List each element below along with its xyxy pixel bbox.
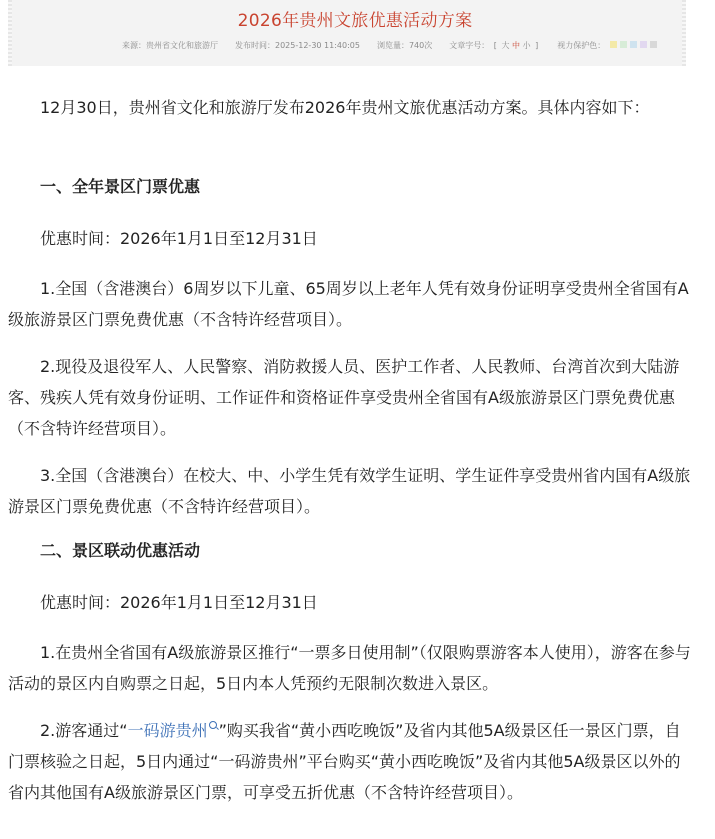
views-label: 浏览量： [376, 40, 409, 50]
eye-color-swatch-4[interactable] [640, 41, 647, 48]
section1-time: 优惠时间：2026年1月1日至12月31日 [40, 229, 318, 248]
meta-eye-protect [557, 40, 657, 51]
publish-value: 2025-12-30 11:40:05 [275, 40, 360, 50]
section2-item1: 1.在贵州全省国有A级旅游景区推行“一票多日使用制”（仅限购票游客本人使用），游客在参与活动的景区内自购票之日起，5日内本人凭预约无限制次数进入景区。 [8, 643, 691, 693]
source-value: 贵州省文化和旅游厅 [146, 40, 218, 50]
section2-heading: 二、景区联动优惠活动 [40, 541, 201, 560]
yimayou-link[interactable]: 一码游贵州 [127, 721, 208, 740]
article-meta [122, 38, 674, 52]
source-label: 来源： [122, 40, 146, 50]
eye-protect-label: 视力保护色： [557, 40, 606, 50]
eye-color-swatch-1[interactable] [610, 41, 617, 48]
publish-label: 发布时间： [235, 40, 275, 50]
section2-item2 [8, 715, 694, 808]
section2-item2-rest: ”购买我省“黄小西吃晚饭”及省内其他5A级景区任一景区门票，自门票核验之日起，5日内通过“一码游贵州”平台购买“黄小西吃晚饭”及省内其他5A级景区以外的省内其他国有A级旅游景区门票，可享受五折优惠（不含特许经营项目）。 [8, 721, 681, 802]
font-size-medium-button[interactable]: 中 [512, 40, 521, 50]
article-header [8, 0, 686, 66]
meta-publish-time [235, 40, 360, 51]
section1-item1: 1.全国（含港澳台）6周岁以下儿童、65周岁以上老年人凭有效身份证明享受贵州全省国有A级旅游景区门票免费优惠（不含特许经营项目）。 [8, 279, 689, 329]
search-icon[interactable] [209, 721, 217, 729]
section1-item3: 3.全国（含港澳台）在校大、中、小学生凭有效学生证明、学生证件享受贵州省内国有A级旅游景区门票免费优惠（不含特许经营项目）。 [8, 466, 691, 516]
eye-color-swatch-2[interactable] [620, 41, 627, 48]
article-title: 2026年贵州文旅优惠活动方案 [237, 11, 473, 31]
intro-paragraph: 12月30日，贵州省文化和旅游厅发布2026年贵州文旅优惠活动方案。具体内容如下： [40, 98, 650, 117]
eye-color-swatch-3[interactable] [630, 41, 637, 48]
font-size-label: 文章字号： [449, 40, 490, 50]
font-size-large-button[interactable]: 大 [501, 40, 510, 50]
section1-item2: 2.现役及退役军人、人民警察、消防救援人员、医护工作者、人民教师、台湾首次到大陆游客、残疾人凭有效身份证明、工作证件和资格证件享受贵州全省国有A级旅游景区门票免费优惠（不含特许经营项目）。 [8, 357, 680, 438]
views-value: 740次 [408, 40, 433, 50]
section2-item2-prefix: 2.游客通过“ [40, 721, 128, 740]
eye-color-swatch-5[interactable] [650, 41, 657, 48]
meta-source [122, 40, 218, 51]
section1-heading: 一、全年景区门票优惠 [40, 177, 201, 196]
meta-views [377, 40, 432, 51]
meta-font-size: 文章字号： [ 大 中 小 ] [449, 40, 539, 50]
font-size-small-button[interactable]: 小 [522, 40, 531, 50]
section2-time: 优惠时间：2026年1月1日至12月31日 [40, 593, 318, 612]
eye-color-swatches [610, 41, 657, 48]
